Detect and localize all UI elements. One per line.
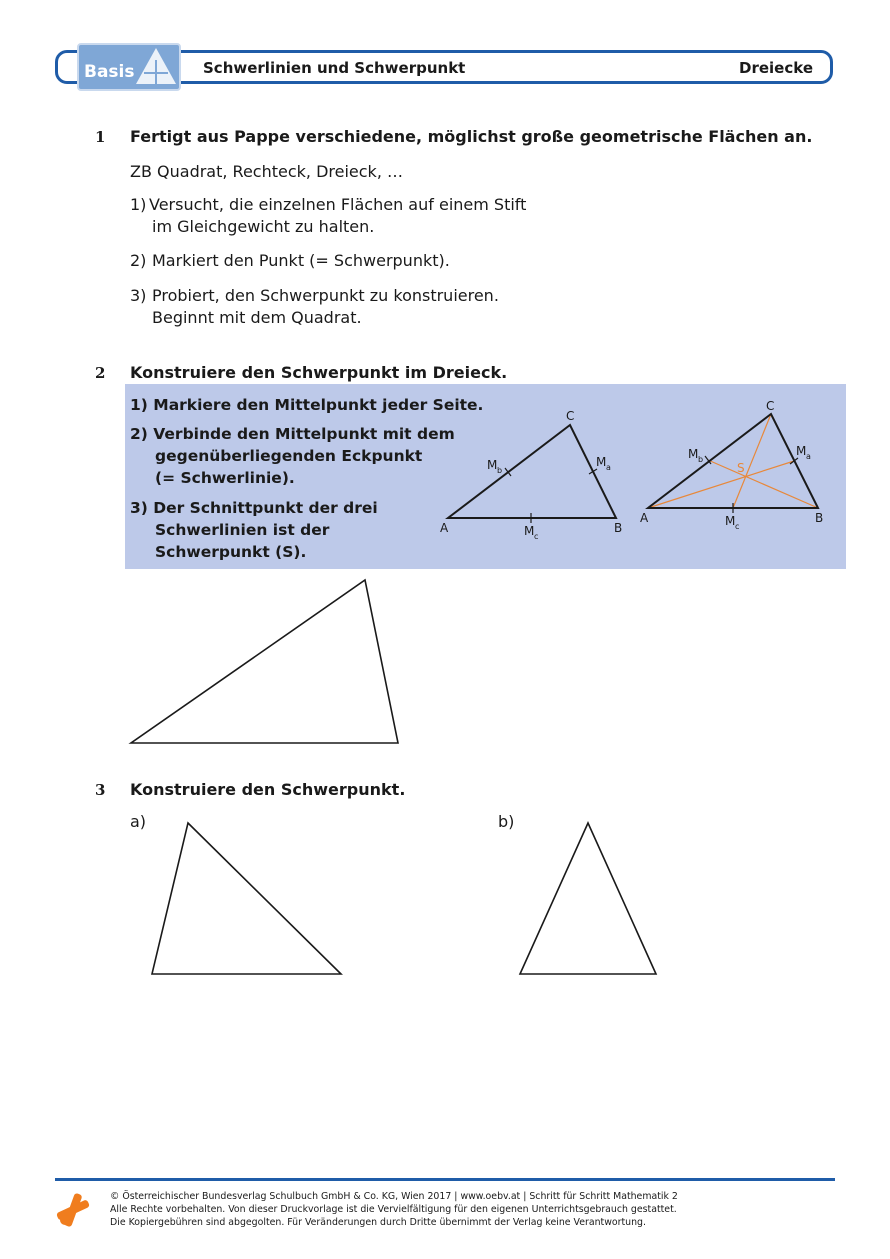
task-2-title: Konstruiere den Schwerpunkt im Dreieck. <box>130 363 508 382</box>
publisher-logo-icon <box>55 1192 91 1228</box>
label-m-b-2: M <box>688 447 699 461</box>
task-1-title: Fertigt aus Pappe verschiedene, möglichst große geometrische Flächen an. <box>130 127 813 146</box>
instruction-step-3-line1: 3) Der Schnittpunkt der drei <box>130 499 378 517</box>
instruction-step-3-line2: Schwerlinien ist der <box>155 521 330 539</box>
label-m-c-2: M <box>725 514 736 528</box>
task-2-number: 2 <box>95 364 106 382</box>
label-m-c: M <box>524 524 535 538</box>
label-m-a: M <box>596 455 607 469</box>
instruction-step-2-line2: gegenüberliegenden Eckpunkt <box>155 447 423 465</box>
task-1-step-3-num: 3) <box>130 286 147 305</box>
label-m-c-2-sub: c <box>735 522 740 531</box>
topic-label: Dreiecke <box>739 59 813 77</box>
footer-divider <box>55 1178 835 1181</box>
footer-text <box>110 1190 678 1229</box>
task-1-step-1-line1: Versucht, die einzelnen Flächen auf einem Stift <box>149 195 527 214</box>
instruction-step-3-line3: Schwerpunkt (S). <box>155 543 307 561</box>
task-3-number: 3 <box>95 781 106 799</box>
task-1-step-3-line2: Beginnt mit dem Quadrat. <box>152 308 362 327</box>
task-1-step-3-line1: Probiert, den Schwerpunkt zu konstruieren. <box>152 286 499 305</box>
label-s: S <box>737 461 745 475</box>
label-m-b-2-sub: b <box>698 455 704 464</box>
task-1-step-1-line2: im Gleichgewicht zu halten. <box>152 217 375 236</box>
label-c: C <box>566 409 575 423</box>
task-3-title: Konstruiere den Schwerpunkt. <box>130 780 406 799</box>
task-1-step-2-num: 2) <box>130 251 147 270</box>
badge-label: Basis <box>84 62 135 82</box>
label-m-a-sub: a <box>606 463 611 472</box>
label-m-a-2-sub: a <box>806 452 811 461</box>
label-a: A <box>440 521 449 535</box>
label-b-2: B <box>815 511 824 525</box>
task-1-number: 1 <box>95 128 106 146</box>
task-3-part-b: b) <box>498 812 515 831</box>
task-1-step-2-line1: Markiert den Punkt (= Schwerpunkt). <box>152 251 450 270</box>
instruction-step-1: 1) Markiere den Mittelpunkt jeder Seite. <box>130 396 484 414</box>
label-m-b-sub: b <box>497 466 503 475</box>
task-3-part-a: a) <box>130 812 147 831</box>
footer-line-3: Die Kopiergebühren sind abgegolten. Für Veränderungen durch Dritte übernimmt der Verlag keine Verantwortung. <box>110 1217 646 1228</box>
label-m-c-sub: c <box>534 532 539 541</box>
instruction-step-2-line1: 2) Verbinde den Mittelpunkt mit dem <box>130 425 455 443</box>
label-c-2: C <box>766 399 775 413</box>
label-m-a-2: M <box>796 444 807 458</box>
label-m-b: M <box>487 458 498 472</box>
instruction-step-2-line3: (= Schwerlinie). <box>155 469 295 487</box>
label-b: B <box>614 521 623 535</box>
page-title: Schwerlinien und Schwerpunkt <box>203 59 466 77</box>
footer-line-1: © Österreichischer Bundesverlag Schulbuch GmbH & Co. KG, Wien 2017 | www.oebv.at | Schritt für Schritt Mathematik 2 <box>110 1191 678 1202</box>
task-1-example: ZB Quadrat, Rechteck, Dreieck, … <box>130 162 403 181</box>
label-a-2: A <box>640 511 649 525</box>
task-1-step-1-num: 1) <box>130 195 147 214</box>
footer-line-2: Alle Rechte vorbehalten. Von dieser Druckvorlage ist die Vervielfältigung für den eigenen Unterrichtsgebrauch gestattet. <box>110 1204 677 1215</box>
